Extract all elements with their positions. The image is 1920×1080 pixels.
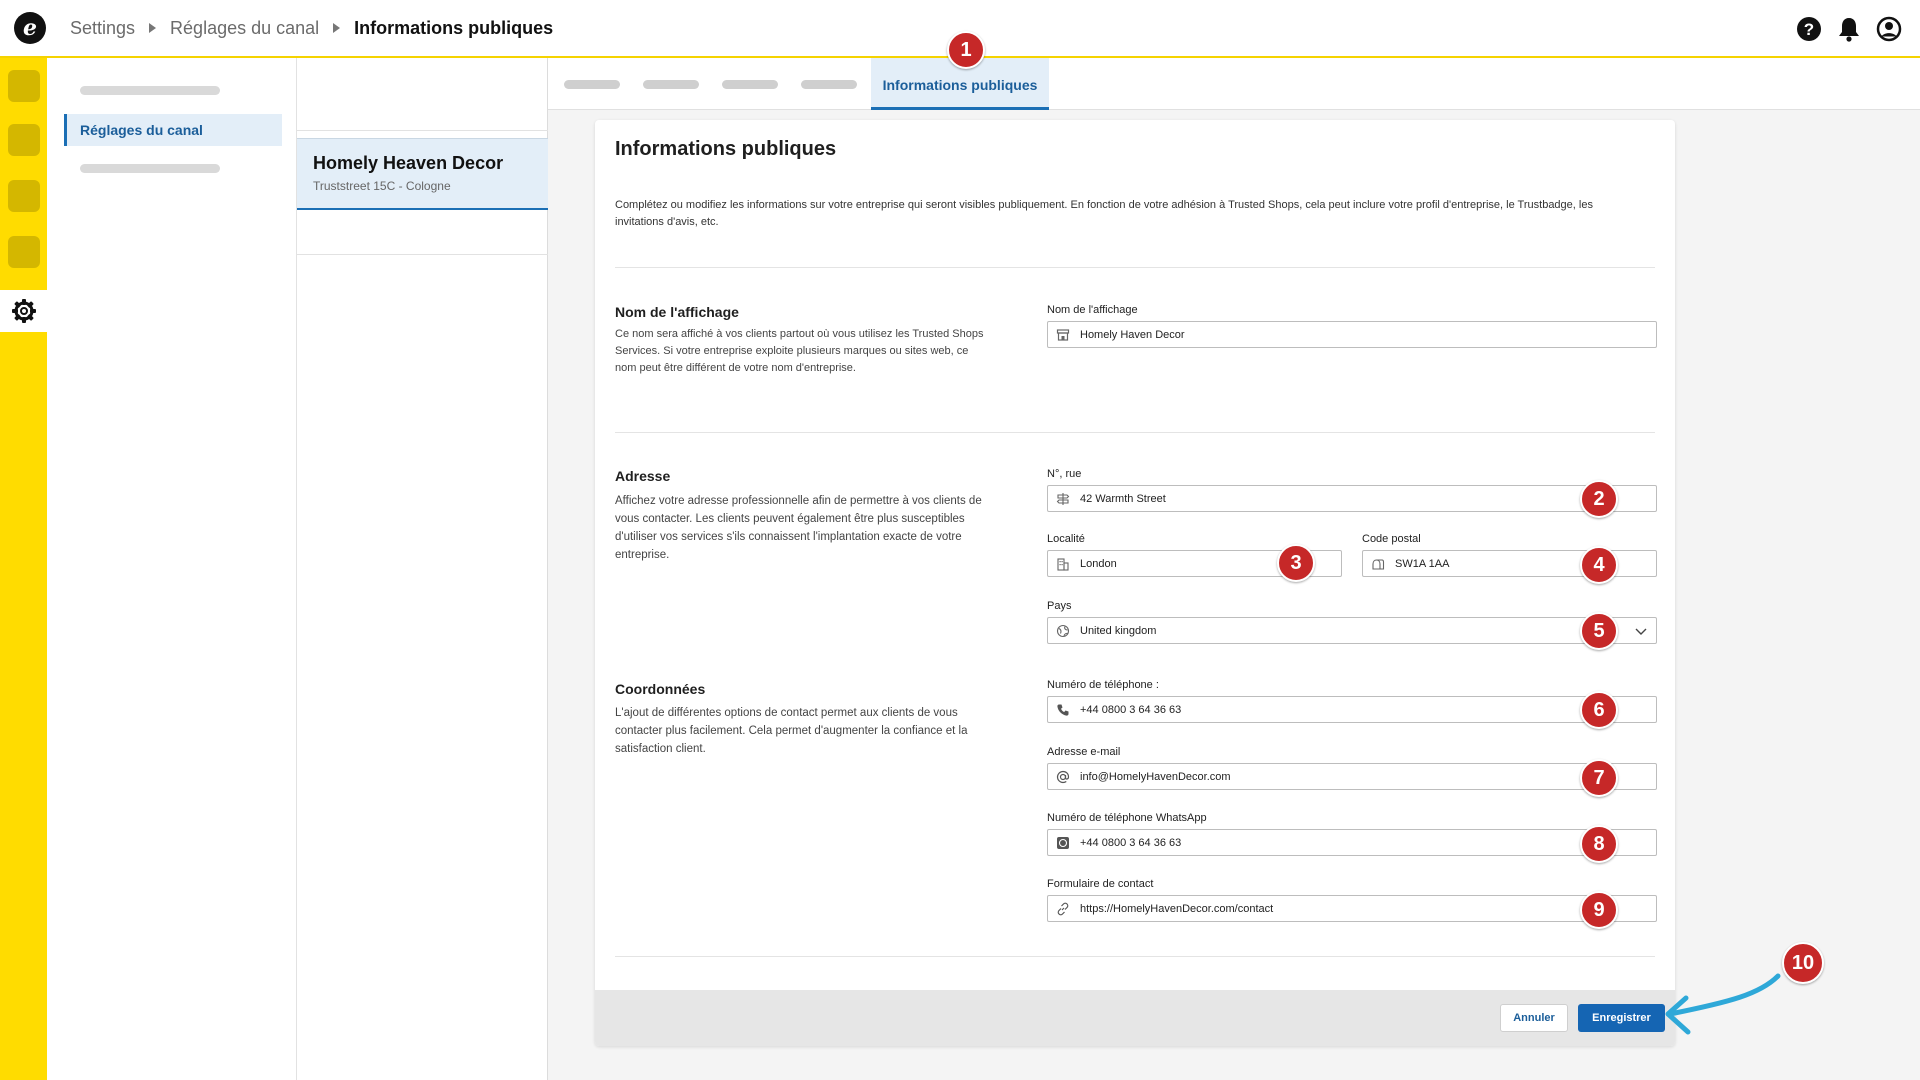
nav-placeholder <box>80 86 220 95</box>
whatsapp-label: Numéro de téléphone WhatsApp <box>1047 812 1207 824</box>
account-icon[interactable] <box>1876 16 1902 42</box>
street-label: N°, rue <box>1047 468 1082 480</box>
tab-placeholder[interactable] <box>564 80 620 89</box>
phone-field[interactable] <box>1047 696 1657 723</box>
email-field[interactable] <box>1047 763 1657 790</box>
help-icon[interactable] <box>1796 16 1822 42</box>
rail-item-1[interactable] <box>8 70 40 102</box>
callout-arrow-icon <box>1660 970 1790 1038</box>
phone-icon <box>1056 703 1070 717</box>
breadcrumb-separator-icon <box>149 23 156 33</box>
callout-badge: 6 <box>1580 691 1618 729</box>
breadcrumb <box>70 18 553 39</box>
rail-item-settings[interactable] <box>0 290 47 332</box>
callout-badge: 10 <box>1782 942 1824 984</box>
whatsapp-value: +44 0800 3 64 36 63 <box>1080 836 1182 849</box>
card-footer <box>595 990 1675 1046</box>
rail-item-2[interactable] <box>8 124 40 156</box>
city-value: London <box>1080 557 1117 570</box>
tab-placeholder[interactable] <box>643 80 699 89</box>
breadcrumb-settings[interactable]: Settings <box>70 17 136 38</box>
whatsapp-icon <box>1056 836 1070 850</box>
chevron-down-icon <box>1634 624 1648 638</box>
display-name-field[interactable] <box>1047 321 1657 348</box>
callout-badge: 8 <box>1580 825 1618 863</box>
channel-address: Truststreet 15C - Cologne <box>313 179 451 193</box>
callout-badge: 7 <box>1580 759 1618 797</box>
public-info-card <box>595 120 1675 1046</box>
contact-description: L'ajout de différentes options de contact permet aux clients de vous contacter plus facilement. Cela permet d'augmenter la confiance et la satisfaction client. <box>615 707 968 755</box>
tab-placeholder[interactable] <box>801 80 857 89</box>
divider <box>615 432 1655 433</box>
gear-icon <box>11 298 37 324</box>
divider <box>615 267 1655 268</box>
divider <box>615 956 1655 957</box>
country-label: Pays <box>1047 600 1072 612</box>
store-icon <box>1056 328 1070 342</box>
settings-nav <box>47 58 297 1080</box>
logo-letter: e <box>23 15 37 41</box>
display-name-label: Nom de l'affichage <box>1047 304 1138 316</box>
address-description: Affichez votre adresse professionnelle afin de permettre à vos clients de vous contacter. Les clients peuvent également être plus susceptibles d'utiliser vos services s'ils connaissent l'implantation exacte de votre entreprise. <box>615 495 982 561</box>
tab-public-info[interactable]: Informations publiques <box>871 58 1049 110</box>
nav-placeholder <box>80 164 220 173</box>
display-name-heading: Nom de l'affichage <box>615 304 739 320</box>
email-value: info@HomelyHavenDecor.com <box>1080 770 1231 783</box>
display-name-value: Homely Haven Decor <box>1080 328 1185 341</box>
postal-code-value: SW1A 1AA <box>1395 557 1450 570</box>
contact-form-field[interactable] <box>1047 895 1657 922</box>
email-label: Adresse e-mail <box>1047 746 1121 758</box>
callout-badge: 3 <box>1277 544 1315 582</box>
breadcrumb-channel-settings[interactable]: Réglages du canal <box>170 17 320 38</box>
rail-item-4[interactable] <box>8 236 40 268</box>
callout-badge: 2 <box>1580 480 1618 518</box>
country-value: United kingdom <box>1080 624 1157 637</box>
contact-heading: Coordonnées <box>615 681 706 697</box>
bell-icon[interactable] <box>1836 16 1862 42</box>
divider <box>297 254 548 255</box>
address-heading: Adresse <box>615 468 671 484</box>
channel-name: Homely Heaven Decor <box>313 153 504 173</box>
signpost-icon <box>1056 492 1070 506</box>
country-select[interactable] <box>1047 617 1657 644</box>
callout-badge: 9 <box>1580 891 1618 929</box>
app-logo[interactable] <box>14 12 46 44</box>
whatsapp-field[interactable] <box>1047 829 1657 856</box>
nav-item-channel-settings[interactable]: Réglages du canal <box>64 114 282 146</box>
contact-form-label: Formulaire de contact <box>1047 878 1154 890</box>
tab-bar <box>548 58 1920 110</box>
page-title: Informations publiques <box>615 138 837 160</box>
at-sign-icon <box>1056 770 1070 784</box>
city-label: Localité <box>1047 533 1085 545</box>
contact-form-value: https://HomelyHavenDecor.com/contact <box>1080 902 1274 915</box>
intro-text: Complétez ou modifiez les informations sur votre entreprise qui seront visibles publiquement. En fonction de votre adhésion à Trusted Shops, cela peut inclure votre profil d'entreprise, le Trustbadge, les invitations d'avis, etc. <box>615 199 1593 228</box>
street-value: 42 Warmth Street <box>1080 492 1166 505</box>
breadcrumb-current: Informations publiques <box>354 17 554 38</box>
phone-value: +44 0800 3 64 36 63 <box>1080 703 1182 716</box>
tab-placeholder[interactable] <box>722 80 778 89</box>
channel-list <box>297 58 548 1080</box>
globe-icon <box>1056 624 1070 638</box>
app-rail <box>0 58 47 1080</box>
callout-badge: 4 <box>1580 546 1618 584</box>
postal-code-label: Code postal <box>1362 533 1421 545</box>
building-icon <box>1056 557 1070 571</box>
svg-text:?: ? <box>1803 20 1815 39</box>
divider <box>297 130 548 131</box>
street-field[interactable] <box>1047 485 1657 512</box>
callout-badge: 1 <box>947 31 985 69</box>
channel-item-active[interactable] <box>297 138 548 210</box>
cancel-button[interactable]: Annuler <box>1500 1004 1568 1032</box>
rail-item-3[interactable] <box>8 180 40 212</box>
phone-label: Numéro de téléphone : <box>1047 679 1159 691</box>
callout-badge: 5 <box>1580 612 1618 650</box>
breadcrumb-separator-icon <box>333 23 340 33</box>
display-name-description: Ce nom sera affiché à vos clients partout où vous utilisez les Trusted Shops Services. Si votre entreprise exploite plusieurs marques ou sites web, ce nom peut être différent de votre nom d'entreprise. <box>615 328 984 374</box>
save-button[interactable]: Enregistrer <box>1578 1004 1665 1032</box>
link-icon <box>1056 902 1070 916</box>
mailbox-icon <box>1371 557 1385 571</box>
